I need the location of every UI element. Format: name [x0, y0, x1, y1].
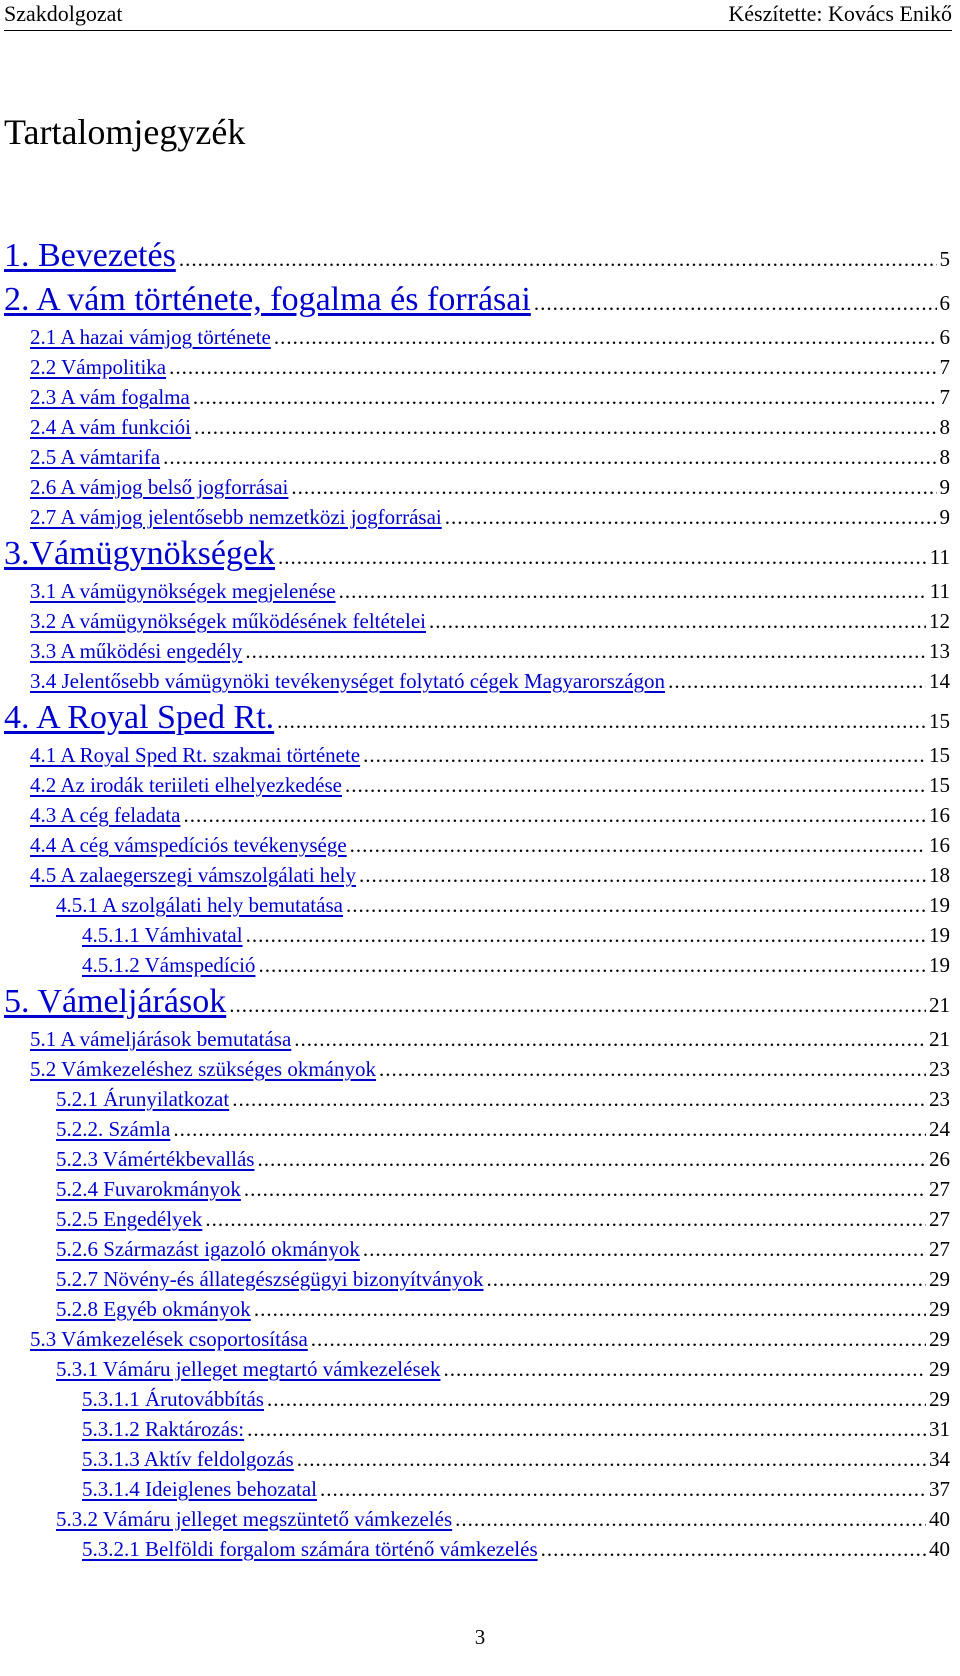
toc-page-number: 16 — [929, 803, 950, 827]
toc-dot-leader — [346, 890, 926, 920]
toc-page-number: 26 — [929, 1147, 950, 1171]
header-author: Készítette: Kovács Enikő — [728, 1, 952, 26]
toc-entry-link[interactable]: 4.5.1.1 Vámhivatal — [82, 923, 243, 947]
table-of-contents — [4, 234, 950, 1564]
toc-entry[interactable] — [4, 352, 950, 382]
toc-entry-link[interactable]: 5.1 A vámeljárások bemutatása — [30, 1027, 292, 1051]
toc-dot-leader — [534, 281, 937, 325]
toc-dot-leader — [246, 920, 926, 950]
toc-entry[interactable] — [4, 1174, 950, 1204]
toc-dot-leader — [311, 1324, 926, 1354]
toc-dot-leader — [247, 1414, 926, 1444]
toc-page-number: 15 — [929, 773, 950, 797]
toc-dot-leader — [232, 1084, 926, 1114]
toc-page-number: 19 — [929, 893, 950, 917]
toc-entry-link[interactable]: 5.2.2. Számla — [56, 1117, 171, 1141]
toc-entry-link[interactable]: 4. A Royal Sped Rt. — [4, 699, 275, 736]
toc-entry[interactable] — [4, 666, 950, 696]
toc-dot-leader — [229, 983, 926, 1027]
toc-entry[interactable] — [4, 502, 950, 532]
toc-entry[interactable] — [4, 322, 950, 352]
toc-page-number: 11 — [929, 579, 950, 603]
toc-entry-link[interactable]: 5.3.1.3 Aktív feldolgozás — [82, 1447, 294, 1471]
toc-entry[interactable] — [4, 830, 950, 860]
toc-page-number: 13 — [929, 639, 950, 663]
toc-entry-link[interactable]: 3.4 Jelentősebb vámügynöki tevékenységet folytató cégek Magyarországon — [30, 669, 666, 693]
toc-entry[interactable] — [4, 1414, 950, 1444]
toc-page-number: 8 — [939, 445, 950, 469]
toc-page-number: 29 — [929, 1297, 950, 1321]
toc-entry[interactable] — [4, 950, 950, 980]
toc-dot-leader — [363, 1234, 926, 1264]
toc-dot-leader — [267, 1384, 926, 1414]
toc-dot-leader — [205, 1204, 926, 1234]
toc-entry-link[interactable]: 4.5.1.2 Vámspedíció — [82, 953, 256, 977]
toc-dot-leader — [294, 1024, 926, 1054]
toc-entry-link[interactable]: 3.1 A vámügynökségek megjelenése — [30, 579, 336, 603]
toc-page-number: 31 — [929, 1417, 950, 1441]
toc-entry-link[interactable]: 5.3.2 Vámáru jelleget megszüntető vámkezelés — [56, 1507, 453, 1531]
toc-dot-leader — [363, 740, 926, 770]
toc-entry-link[interactable]: 5.3.1 Vámáru jelleget megtartó vámkezelések — [56, 1357, 441, 1381]
toc-page-number: 37 — [929, 1477, 950, 1501]
toc-page-number: 7 — [939, 355, 950, 379]
toc-entry[interactable] — [4, 1114, 950, 1144]
toc-entry-link[interactable]: 5.2.4 Fuvarokmányok — [56, 1177, 241, 1201]
toc-entry-link[interactable]: 3.3 A működési engedély — [30, 639, 243, 663]
toc-entry-link[interactable]: 5.2.7 Növény-és állategészségügyi bizonyítványok — [56, 1267, 484, 1291]
toc-entry-link[interactable]: 5. Vámeljárások — [4, 983, 227, 1020]
toc-entry[interactable] — [4, 1444, 950, 1474]
toc-dot-leader — [339, 576, 927, 606]
toc-dot-leader — [194, 412, 937, 442]
toc-entry-link[interactable]: 4.5.1 A szolgálati hely bemutatása — [56, 893, 343, 917]
toc-entry[interactable] — [4, 1504, 950, 1534]
toc-dot-leader — [278, 535, 927, 579]
toc-entry-link[interactable]: 5.2.8 Egyéb okmányok — [56, 1297, 251, 1321]
toc-dot-leader — [486, 1264, 926, 1294]
toc-dot-leader — [183, 800, 926, 830]
toc-page-number: 15 — [929, 743, 950, 767]
toc-entry[interactable] — [4, 1474, 950, 1504]
toc-entry[interactable] — [4, 576, 950, 606]
toc-page-number: 23 — [929, 1087, 950, 1111]
toc-page-number: 16 — [929, 833, 950, 857]
toc-page-number: 29 — [929, 1387, 950, 1411]
toc-page-number: 18 — [929, 863, 950, 887]
toc-entry[interactable] — [4, 860, 950, 890]
toc-entry[interactable] — [4, 1054, 950, 1084]
toc-page-number: 40 — [929, 1507, 950, 1531]
toc-dot-leader — [173, 1114, 926, 1144]
toc-dot-leader — [254, 1294, 926, 1324]
toc-entry-link[interactable]: 5.3.2.1 Belföldi forgalom számára történő vámkezelés — [82, 1537, 538, 1561]
toc-entry[interactable] — [4, 636, 950, 666]
toc-page-number: 40 — [929, 1537, 950, 1561]
toc-entry-link[interactable]: 3.2 A vámügynökségek működésének feltételei — [30, 609, 426, 633]
toc-entry[interactable] — [4, 980, 950, 1024]
toc-entry[interactable] — [4, 1384, 950, 1414]
toc-dot-leader — [257, 1144, 926, 1174]
toc-page-number: 21 — [929, 993, 950, 1017]
toc-dot-leader — [244, 1174, 926, 1204]
toc-page-number: 15 — [929, 709, 950, 733]
toc-entry-link[interactable]: 5.2.6 Származást igazoló okmányok — [56, 1237, 360, 1261]
toc-entry[interactable] — [4, 382, 950, 412]
toc-page-number: 21 — [929, 1027, 950, 1051]
toc-entry-link[interactable]: 1. Bevezetés — [4, 237, 176, 274]
toc-entry[interactable] — [4, 740, 950, 770]
toc-dot-leader — [163, 442, 936, 472]
toc-entry-link[interactable]: 2.6 A vámjog belső jogforrásai — [30, 475, 289, 499]
toc-entry-link[interactable]: 2.5 A vámtarifa — [30, 445, 161, 469]
toc-dot-leader — [345, 770, 926, 800]
toc-entry-link[interactable]: 5.3.1.4 Ideiglenes behozatal — [82, 1477, 317, 1501]
toc-dot-leader — [320, 1474, 926, 1504]
toc-entry[interactable] — [4, 1264, 950, 1294]
toc-entry[interactable] — [4, 800, 950, 830]
page-number: 3 — [474, 1625, 486, 1649]
toc-dot-leader — [179, 237, 937, 281]
toc-entry[interactable] — [4, 1234, 950, 1264]
toc-page-number: 27 — [929, 1177, 950, 1201]
toc-entry[interactable] — [4, 532, 950, 576]
toc-page-number: 6 — [939, 325, 950, 349]
toc-page-number: 9 — [939, 505, 950, 529]
toc-dot-leader — [274, 322, 937, 352]
toc-dot-leader — [258, 950, 926, 980]
toc-entry-link[interactable]: 5.2.5 Engedélyek — [56, 1207, 203, 1231]
toc-entry[interactable] — [4, 278, 950, 322]
toc-page-number: 8 — [939, 415, 950, 439]
toc-entry[interactable] — [4, 1294, 950, 1324]
toc-entry-link[interactable]: 5.2.3 Vámértékbevallás — [56, 1147, 255, 1171]
toc-dot-leader — [277, 699, 926, 743]
toc-entry-link[interactable]: 2.7 A vámjog jelentősebb nemzetközi jogforrásai — [30, 505, 442, 529]
toc-page-number: 12 — [929, 609, 950, 633]
toc-entry-link[interactable]: 2.3 A vám fogalma — [30, 385, 190, 409]
toc-entry[interactable] — [4, 1324, 950, 1354]
toc-page-number: 29 — [929, 1327, 950, 1351]
toc-entry-link[interactable]: 4.2 Az irodák teriileti elhelyezkedése — [30, 773, 342, 797]
toc-page-number: 11 — [929, 545, 950, 569]
toc-entry-link[interactable]: 5.3.1.1 Árutovábbítás — [82, 1387, 264, 1411]
toc-page-number: 23 — [929, 1057, 950, 1081]
toc-page-number: 9 — [939, 475, 950, 499]
toc-page-number: 14 — [929, 669, 950, 693]
toc-page-number: 27 — [929, 1237, 950, 1261]
toc-page-number: 29 — [929, 1357, 950, 1381]
toc-entry-link[interactable]: 3.Vámügynökségek — [4, 535, 276, 572]
toc-page-number: 24 — [929, 1117, 950, 1141]
toc-entry[interactable] — [4, 1534, 950, 1564]
toc-entry[interactable] — [4, 890, 950, 920]
toc-entry-link[interactable]: 2.1 A hazai vámjog története — [30, 325, 271, 349]
toc-dot-leader — [379, 1054, 926, 1084]
toc-entry-link[interactable]: 2.2 Vámpolitika — [30, 355, 167, 379]
toc-page-number: 5 — [939, 247, 950, 271]
toc-entry[interactable] — [4, 1024, 950, 1054]
toc-entry-link[interactable]: 4.5 A zalaegerszegi vámszolgálati hely — [30, 863, 356, 887]
toc-dot-leader — [668, 666, 926, 696]
toc-dot-leader — [169, 352, 936, 382]
toc-entry[interactable] — [4, 1354, 950, 1384]
toc-entry-link[interactable]: 5.3.1.2 Raktározás: — [82, 1417, 245, 1441]
toc-page-number: 7 — [939, 385, 950, 409]
toc-entry-link[interactable]: 5.3 Vámkezelések csoportosítása — [30, 1327, 308, 1351]
toc-entry[interactable] — [4, 920, 950, 950]
toc-entry[interactable] — [4, 412, 950, 442]
toc-dot-leader — [455, 1504, 926, 1534]
toc-entry[interactable] — [4, 606, 950, 636]
toc-dot-leader — [541, 1534, 926, 1564]
toc-dot-leader — [443, 1354, 926, 1384]
toc-entry[interactable] — [4, 696, 950, 740]
toc-entry-link[interactable]: 2. A vám története, fogalma és forrásai — [4, 281, 531, 318]
toc-entry[interactable] — [4, 1144, 950, 1174]
toc-entry-link[interactable]: 5.2 Vámkezeléshez szükséges okmányok — [30, 1057, 377, 1081]
toc-page-number: 34 — [929, 1447, 950, 1471]
toc-entry-link[interactable]: 5.2.1 Árunyilatkozat — [56, 1087, 230, 1111]
toc-entry-link[interactable]: 2.4 A vám funkciói — [30, 415, 191, 439]
toc-dot-leader — [291, 472, 936, 502]
toc-entry[interactable] — [4, 234, 950, 278]
toc-entry-link[interactable]: 4.3 A cég feladata — [30, 803, 181, 827]
toc-dot-leader — [350, 830, 926, 860]
toc-dot-leader — [445, 502, 937, 532]
header-title: Szakdolgozat — [4, 1, 123, 26]
toc-entry-link[interactable]: 4.1 A Royal Sped Rt. szakmai története — [30, 743, 361, 767]
toc-entry[interactable] — [4, 1084, 950, 1114]
toc-dot-leader — [193, 382, 937, 412]
toc-page-number: 19 — [929, 953, 950, 977]
toc-dot-leader — [245, 636, 926, 666]
toc-page-number: 6 — [939, 291, 950, 315]
toc-entry[interactable] — [4, 442, 950, 472]
toc-page-number: 19 — [929, 923, 950, 947]
toc-dot-leader — [429, 606, 926, 636]
page-title: Tartalomjegyzék — [4, 112, 246, 152]
toc-dot-leader — [297, 1444, 926, 1474]
toc-entry-link[interactable]: 4.4 A cég vámspedíciós tevékenysége — [30, 833, 347, 857]
toc-dot-leader — [359, 860, 926, 890]
toc-page-number: 27 — [929, 1207, 950, 1231]
page-header — [4, 0, 952, 31]
toc-entry[interactable] — [4, 770, 950, 800]
toc-page-number: 29 — [929, 1267, 950, 1291]
toc-entry[interactable] — [4, 1204, 950, 1234]
toc-entry[interactable] — [4, 472, 950, 502]
